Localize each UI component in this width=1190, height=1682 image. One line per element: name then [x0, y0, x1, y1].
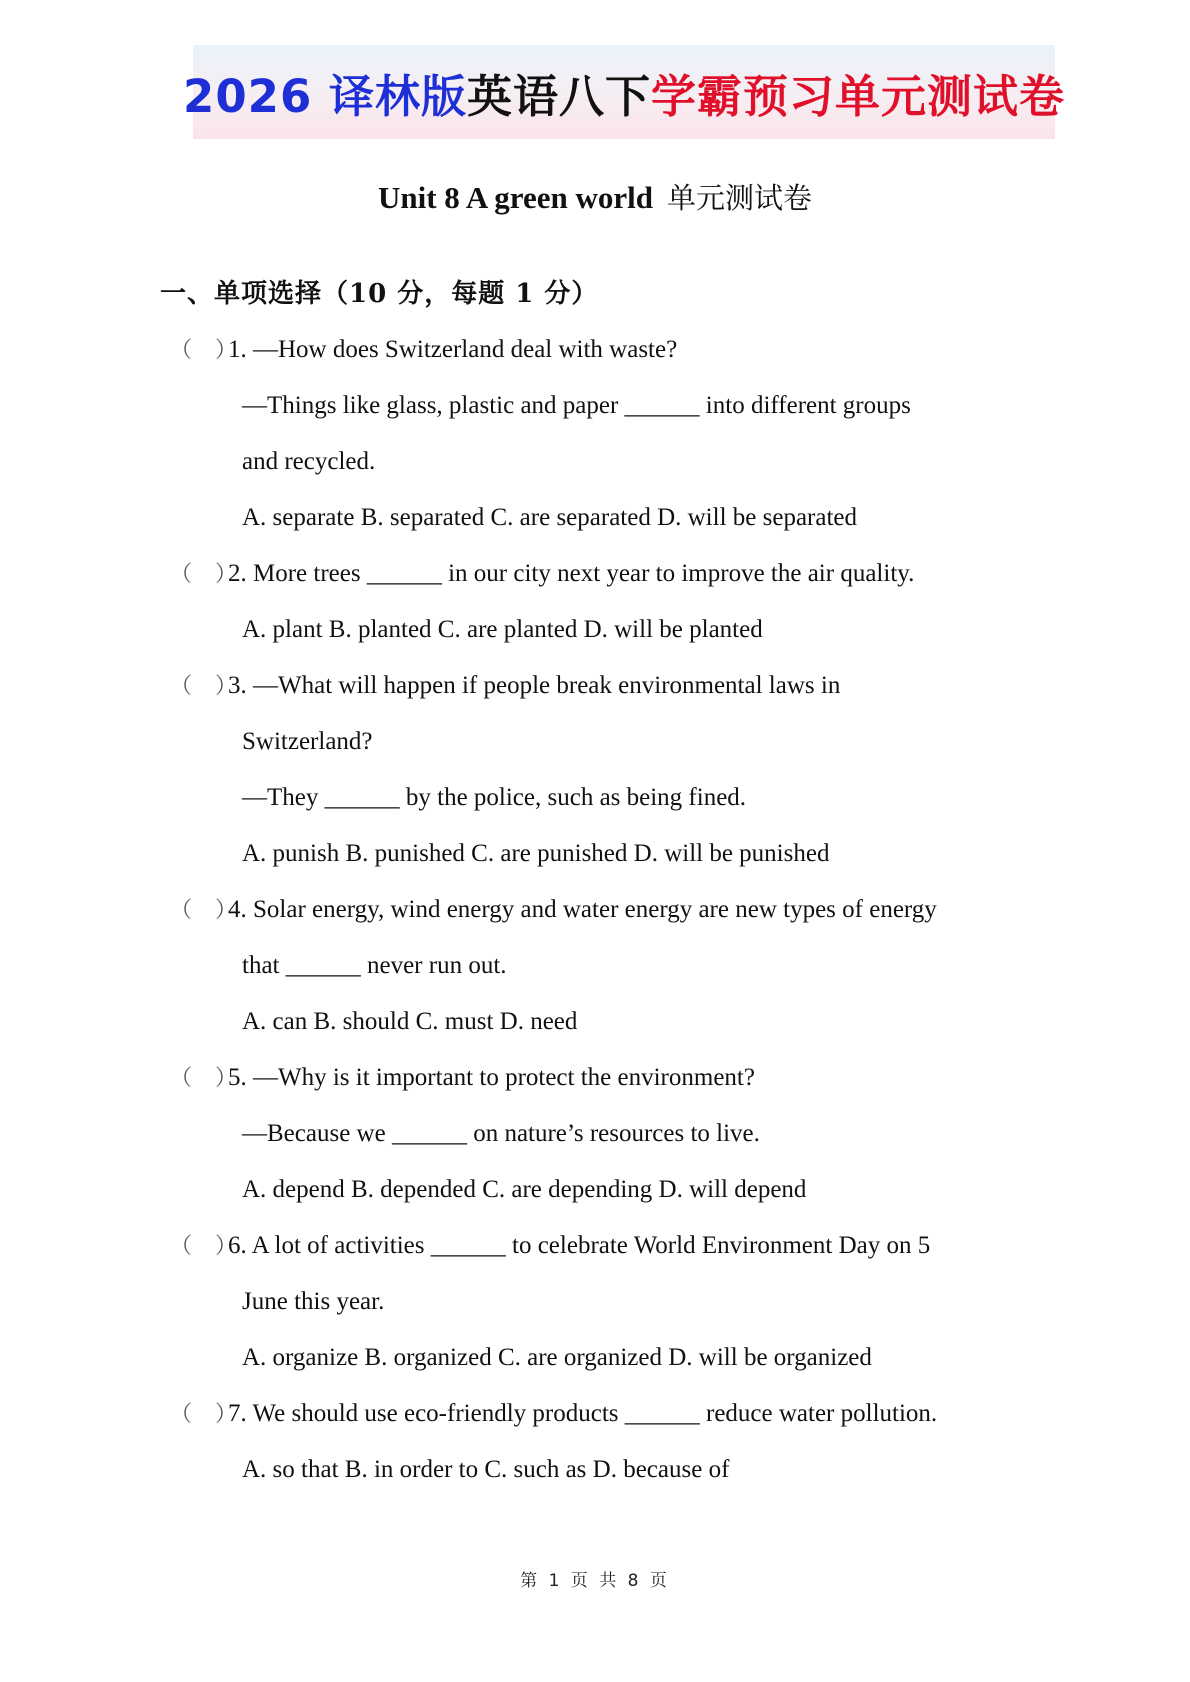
- question-options: A. can B. should C. must D. need: [242, 1008, 578, 1035]
- document-title: [0, 176, 1190, 217]
- question-line: —Things like glass, plastic and paper ______ into different groups: [242, 392, 911, 419]
- question-5: [0, 1050, 1190, 1106]
- title-english: Unit 8 A green world: [377, 180, 653, 215]
- banner-year-edition: 2026 译林版: [183, 69, 467, 123]
- title-chinese: 单元测试卷: [666, 181, 812, 215]
- question-6: [0, 1218, 1190, 1274]
- question-2: [0, 546, 1190, 602]
- question-line: that ______ never run out.: [242, 952, 507, 979]
- question-line: —Because we ______ on nature’s resources to live.: [242, 1120, 760, 1147]
- question-stem: 3. —What will happen if people break environmental laws in: [228, 672, 841, 699]
- answer-blank: （ ）: [170, 898, 245, 923]
- question-stem: 1. —How does Switzerland deal with waste?: [228, 336, 678, 363]
- page-footer: 第 1 页 共 8 页: [520, 1571, 670, 1591]
- question-line: —They ______ by the police, such as being fined.: [242, 784, 747, 811]
- answer-blank: （ ）: [170, 1402, 245, 1427]
- answer-blank: （ ）: [170, 562, 245, 587]
- question-options: A. so that B. in order to C. such as D. because of: [242, 1456, 730, 1483]
- question-options: A. separate B. separated C. are separated D. will be separated: [242, 504, 858, 531]
- banner-subject: 英语八下: [466, 69, 651, 123]
- question-list: [0, 322, 1190, 1498]
- question-stem: 7. We should use eco-friendly products ______ reduce water pollution.: [228, 1400, 938, 1427]
- question-stem: 2. More trees ______ in our city next year to improve the air quality.: [228, 560, 915, 587]
- question-options: A. depend B. depended C. are depending D. will depend: [242, 1176, 807, 1203]
- question-options: A. punish B. punished C. are punished D. will be punished: [242, 840, 830, 867]
- question-options: A. organize B. organized C. are organized D. will be organized: [242, 1344, 872, 1371]
- question-options: A. plant B. planted C. are planted D. will be planted: [242, 616, 763, 643]
- question-1: [0, 322, 1190, 378]
- question-line: and recycled.: [242, 448, 376, 475]
- question-line: Switzerland?: [242, 728, 373, 755]
- banner-test-name: 学霸预习单元测试卷: [650, 69, 1065, 123]
- answer-blank: （ ）: [170, 674, 245, 699]
- question-stem: 4. Solar energy, wind energy and water energy are new types of energy: [228, 896, 937, 923]
- question-7: [0, 1386, 1190, 1442]
- question-line: June this year.: [242, 1288, 385, 1315]
- question-3: [0, 658, 1190, 714]
- section-heading: 一、单项选择（10 分，每题 1 分）: [160, 279, 599, 309]
- question-stem: 5. —Why is it important to protect the environment?: [228, 1064, 755, 1091]
- answer-blank: （ ）: [170, 338, 245, 363]
- question-stem: 6. A lot of activities ______ to celebrate World Environment Day on 5: [228, 1232, 931, 1259]
- question-4: [0, 882, 1190, 938]
- answer-blank: （ ）: [170, 1234, 245, 1259]
- header-banner: [183, 45, 1065, 139]
- answer-blank: （ ）: [170, 1066, 245, 1091]
